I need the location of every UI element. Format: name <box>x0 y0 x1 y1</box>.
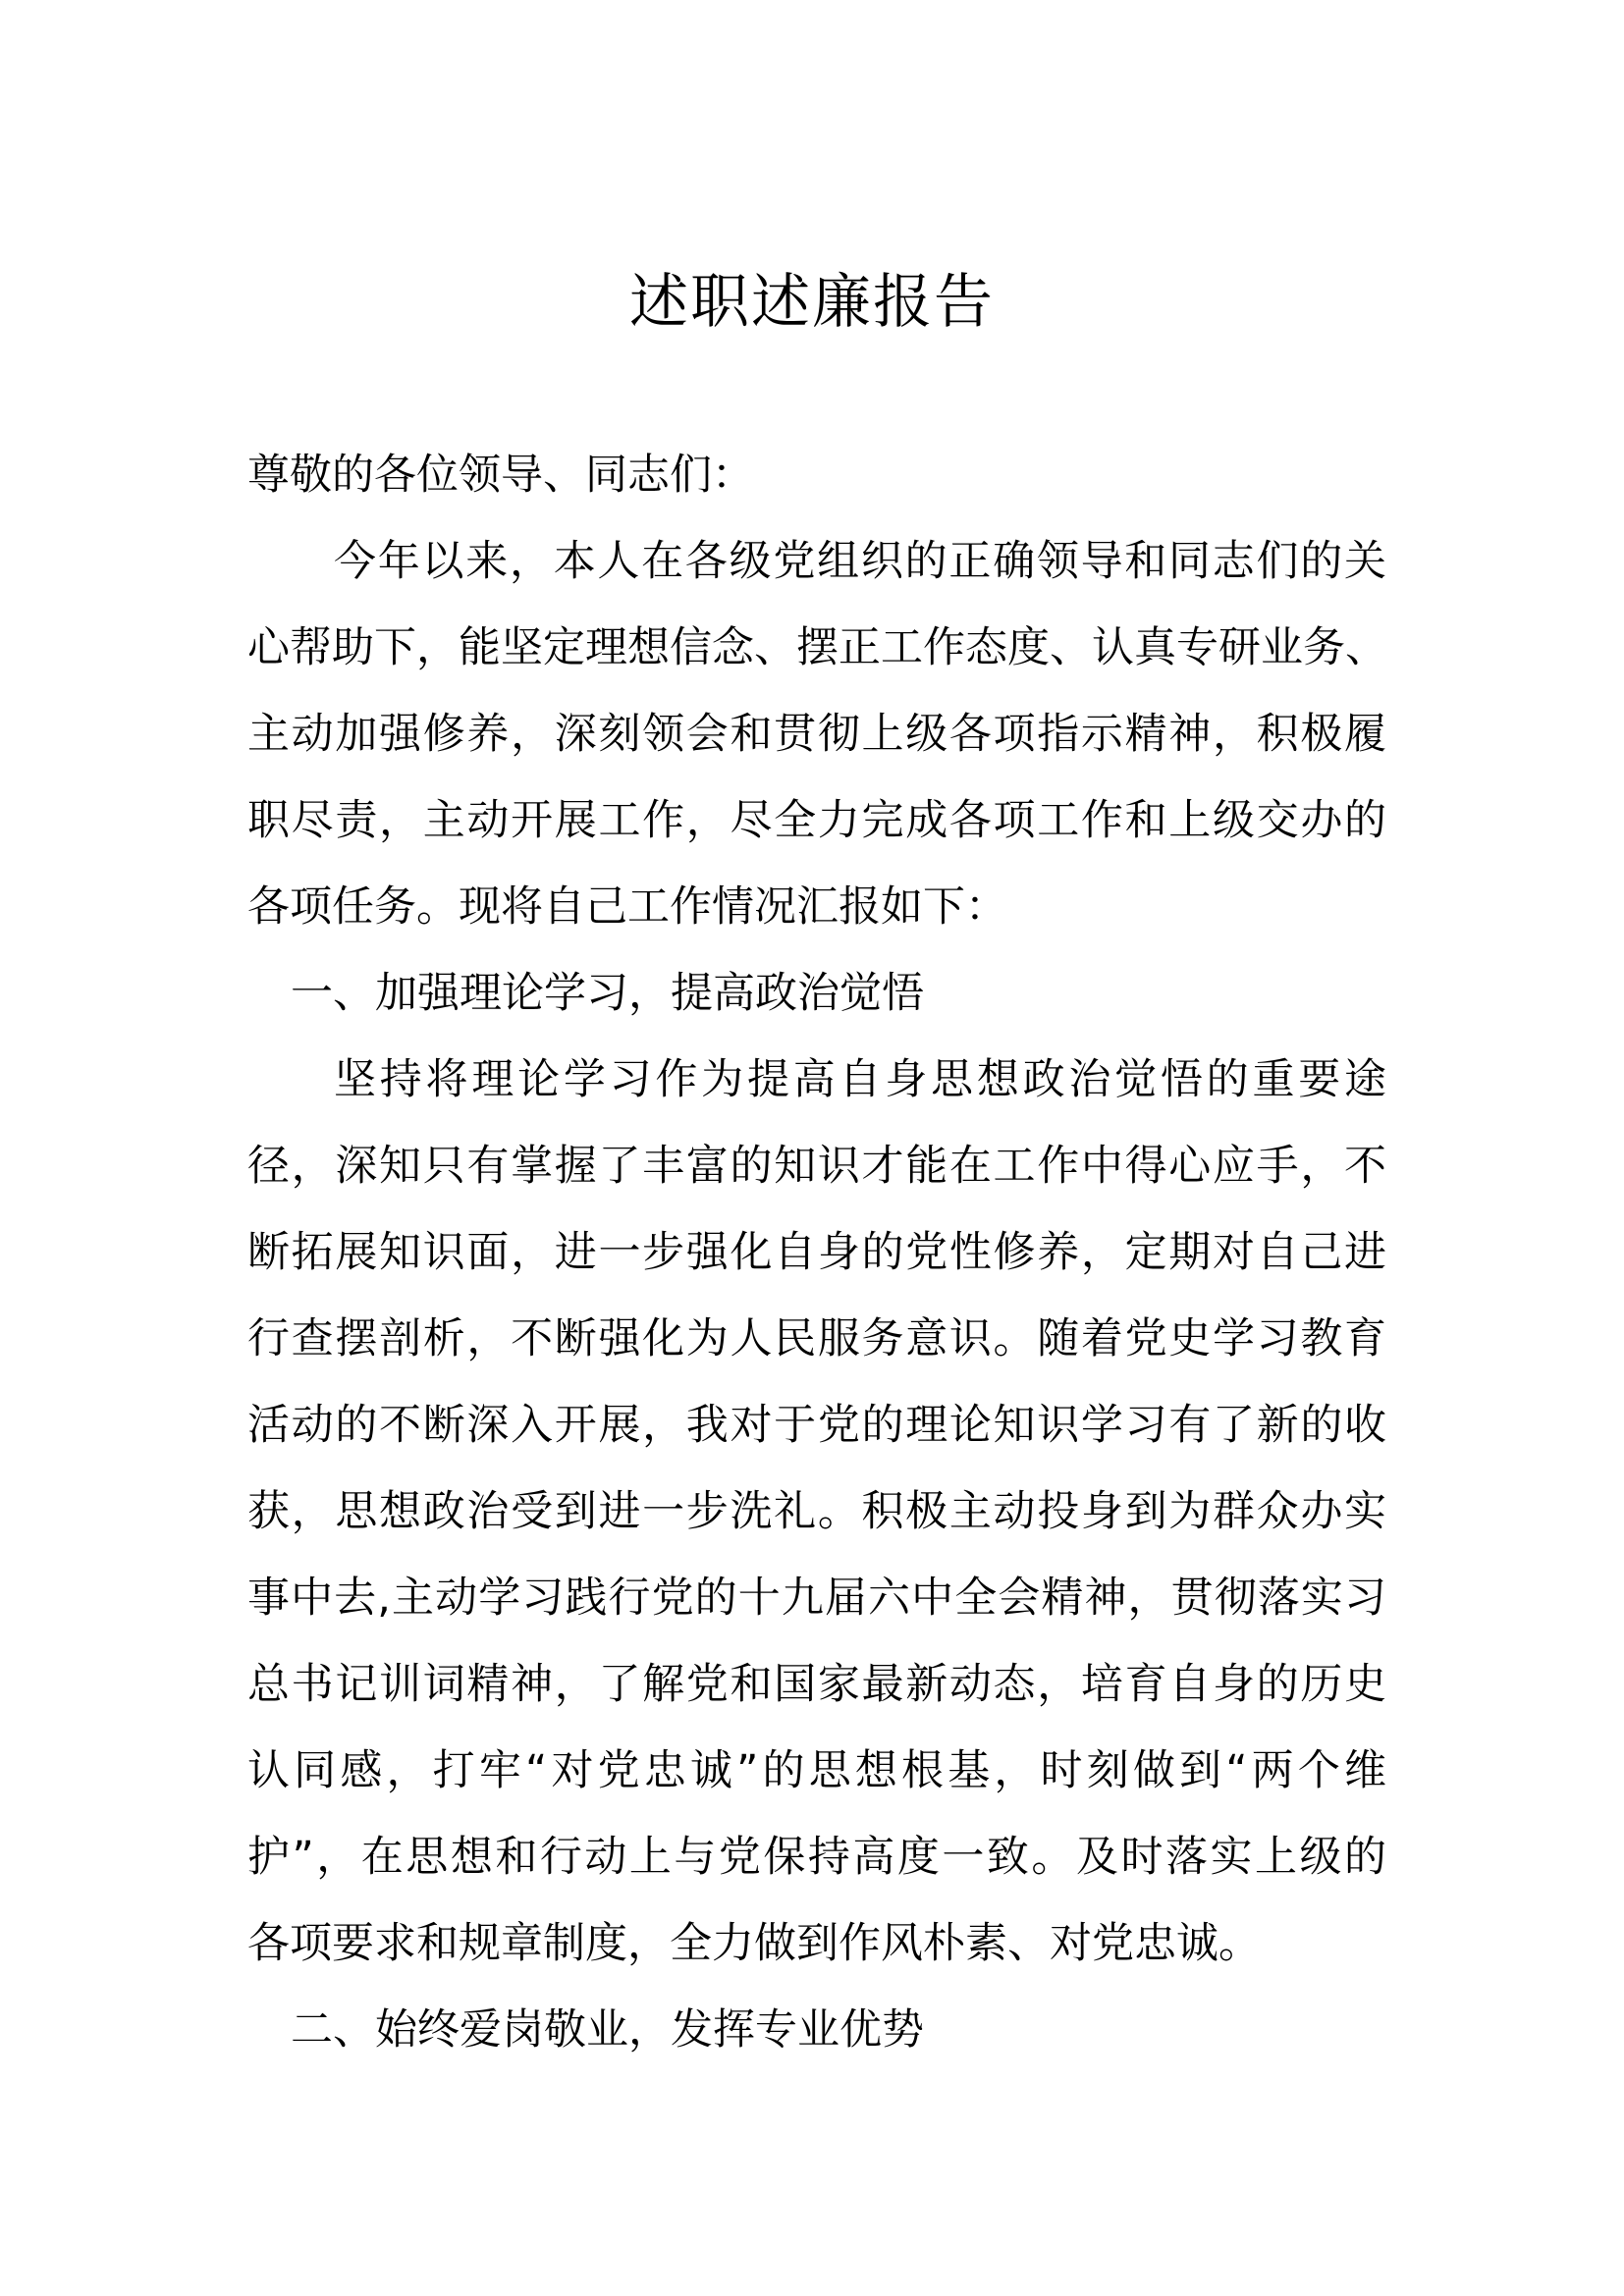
paragraph-line: 行查摆剖析，不断强化为人民服务意识。随着党史学习教育 <box>247 1314 1386 1363</box>
paragraph-line: 今年以来，本人在各级党组织的正确领导和同志们的关 <box>334 537 1386 586</box>
document-body <box>247 432 1386 2073</box>
paragraph-line: 各项任务。现将自己工作情况汇报如下： <box>247 882 1007 932</box>
paragraph-line: 获，思想政治受到进一步洗礼。积极主动投身到为群众办实 <box>247 1487 1386 1536</box>
salutation: 尊敬的各位领导、同志们： <box>247 451 754 500</box>
paragraph-line: 心帮助下，能坚定理想信念、摆正工作态度、认真专研业务、 <box>247 623 1387 672</box>
paragraph-line: 认同感，打牢“对党忠诚”的思想根基，时刻做到“两个维 <box>247 1746 1386 1795</box>
paragraph-line: 坚持将理论学习作为提高自身思想政治觉悟的重要途 <box>334 1055 1386 1104</box>
paragraph-line: 事中去,主动学习践行党的十九届六中全会精神，贯彻落实习 <box>247 1574 1386 1623</box>
paragraph-line: 主动加强修养，深刻领会和贯彻上级各项指示精神，积极履 <box>247 710 1386 759</box>
section-heading: 二、始终爱岗敬业，发挥专业优势 <box>291 2005 924 2055</box>
paragraph-line: 断拓展知识面，进一步强化自身的党性修养，定期对自己进 <box>247 1228 1386 1277</box>
paragraph-line: 护”，在思想和行动上与党保持高度一致。及时落实上级的 <box>247 1833 1386 1882</box>
document-title: 述职述廉报告 <box>629 268 995 337</box>
paragraph-line: 职尽责，主动开展工作，尽全力完成各项工作和上级交办的 <box>247 796 1386 845</box>
paragraph-line: 各项要求和规章制度，全力做到作风朴素、对党忠诚。 <box>247 1919 1261 1968</box>
section-heading: 一、加强理论学习，提高政治觉悟 <box>291 969 924 1018</box>
paragraph-line: 径，深知只有掌握了丰富的知识才能在工作中得心应手，不 <box>247 1142 1386 1191</box>
paragraph-line: 总书记训词精神，了解党和国家最新动态，培育自身的历史 <box>247 1660 1386 1709</box>
paragraph-line: 活动的不断深入开展，我对于党的理论知识学习有了新的收 <box>247 1401 1386 1450</box>
